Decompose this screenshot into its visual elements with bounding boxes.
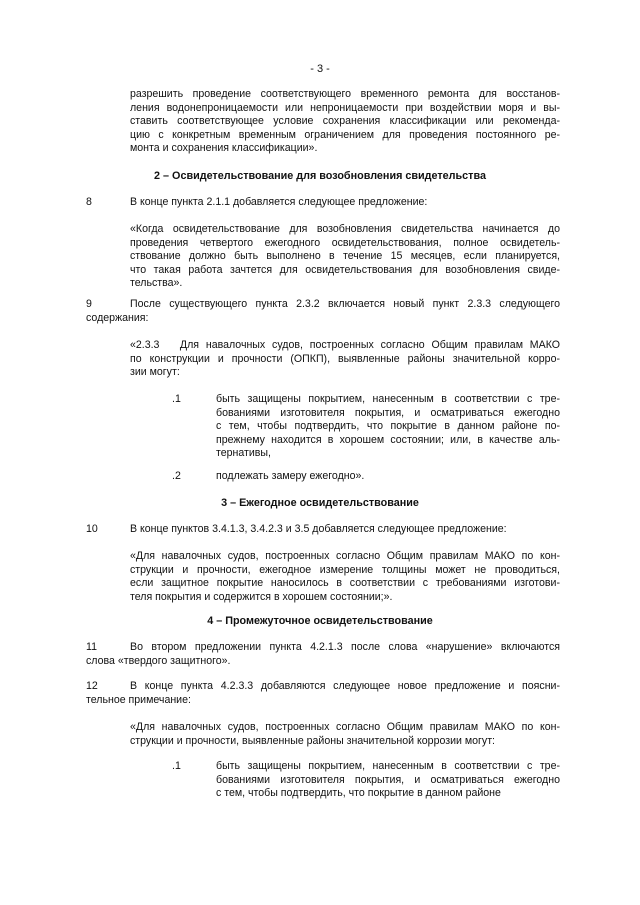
text-line: слова «твердого защитного». — [86, 655, 231, 667]
text-line: Во втором предложении пункта 4.2.1.3 после слова «нарушение» включаются — [130, 641, 560, 653]
paragraph-number: 8 — [86, 196, 92, 208]
text-line: ставить соответствующее условие сохранения классификации или рекоменда- — [130, 115, 560, 128]
intro-paragraph — [130, 88, 560, 156]
section-heading-4: 4 – Промежуточное освидетельствование — [207, 615, 433, 627]
paragraph-number: 10 — [86, 523, 98, 535]
page-number: - 3 - — [310, 63, 330, 75]
text-line: тернативы, — [216, 447, 271, 460]
text-line: по конструкции и прочности (ОПКП), выявленные районы значительной корро- — [130, 352, 560, 365]
text-line: «Для навалочных судов, построенных согласно Общим правилам МАКО по кон- — [130, 721, 560, 733]
text-line: прежнему находится в хорошем состоянии; или, в качестве аль- — [216, 433, 560, 446]
paragraph-text — [130, 680, 560, 694]
text-line: быть защищены покрытием, нанесенным в соответствии с тре- — [216, 760, 560, 772]
paragraph-number: 11 — [86, 641, 97, 653]
section-heading-3: 3 – Ежегодное освидетельствование — [221, 497, 419, 509]
paragraph-text — [86, 694, 560, 708]
quote-block — [130, 550, 560, 604]
text-line: если защитное покрытие наносилось в соответствии с требованиями изготови- — [130, 577, 560, 590]
paragraph-text — [130, 641, 560, 655]
text-line: бованиями изготовителя покрытия, и осматриваться ежегодно — [216, 773, 560, 786]
text-line: с тем, чтобы подтвердить, что покрытие в данном районе — [216, 787, 501, 800]
text-line: ления водонепроницаемости или непроницаемости при воздействии моря и вы- — [130, 101, 560, 114]
quote-block — [130, 223, 560, 291]
text-line: зии могут: — [130, 366, 180, 379]
text-line: проведения четвертого ежегодного освидетельствования, полное освидетель- — [130, 236, 560, 249]
list-item-number: .2 — [172, 470, 181, 482]
list-item-text — [216, 760, 560, 801]
quote-block — [130, 339, 560, 380]
text-line: ствование должно быть выполнено в течение 15 месяцев, если планируется, — [130, 250, 560, 263]
list-item-text: подлежать замеру ежегодно». — [216, 470, 365, 482]
text-line: струкции и прочности, ежегодное измерение толщины может не проводиться, — [130, 563, 560, 576]
text-line: После существующего пункта 2.3.2 включается новый пункт 2.3.3 следующего — [130, 298, 560, 310]
list-item-number: .1 — [172, 760, 181, 772]
text-line: с тем, чтобы подтвердить, что покрытие в данном районе по- — [216, 420, 560, 433]
text-line: цию с конкретным временным ограничением для проведения постоянного ре- — [130, 128, 560, 141]
text-line: «Для навалочных судов, построенных согласно Общим правилам МАКО по кон- — [130, 550, 560, 562]
text-line: струкции и прочности, выявленные районы значительной коррозии могут: — [130, 734, 495, 747]
text-line: «2.3.3 Для навалочных судов, построенных согласно Общим правилам МАКО — [130, 339, 560, 351]
paragraph-text — [130, 298, 560, 312]
quote-block — [130, 721, 560, 748]
list-item-text — [216, 393, 560, 461]
text-line: тельное примечание: — [86, 694, 191, 706]
text-line: монта и сохранения классификации». — [130, 142, 318, 155]
text-line: В конце пункта 4.2.3.3 добавляются следующее новое предложение и поясни- — [130, 680, 560, 692]
text-line: «Когда освидетельствование для возобновления свидетельства начинается до — [130, 223, 560, 235]
text-line: бованиями изготовителя покрытия, и осматриваться ежегодно — [216, 406, 560, 419]
list-item-number: .1 — [172, 393, 181, 405]
text-line: содержания: — [86, 312, 149, 324]
paragraph-number: 12 — [86, 680, 98, 692]
text-line: разрешить проведение соответствующего временного ремонта для восстанов- — [130, 88, 560, 100]
paragraph-text: В конце пунктов 3.4.1.3, 3.4.2.3 и 3.5 добавляется следующее предложение: — [130, 523, 507, 535]
paragraph-text: В конце пункта 2.1.1 добавляется следующее предложение: — [130, 196, 428, 208]
text-line: что такая работа зачтется для освидетельствования для возобновления свиде- — [130, 263, 560, 276]
section-heading-2: 2 – Освидетельствование для возобновления свидетельства — [154, 170, 486, 182]
text-line: быть защищены покрытием, нанесенным в соответствии с тре- — [216, 393, 560, 405]
text-line: тельства». — [130, 277, 183, 290]
paragraph-text — [86, 312, 560, 326]
paragraph-text — [86, 655, 560, 669]
paragraph-number: 9 — [86, 298, 92, 310]
text-line: теля покрытия и содержится в хорошем состоянии;». — [130, 590, 393, 603]
